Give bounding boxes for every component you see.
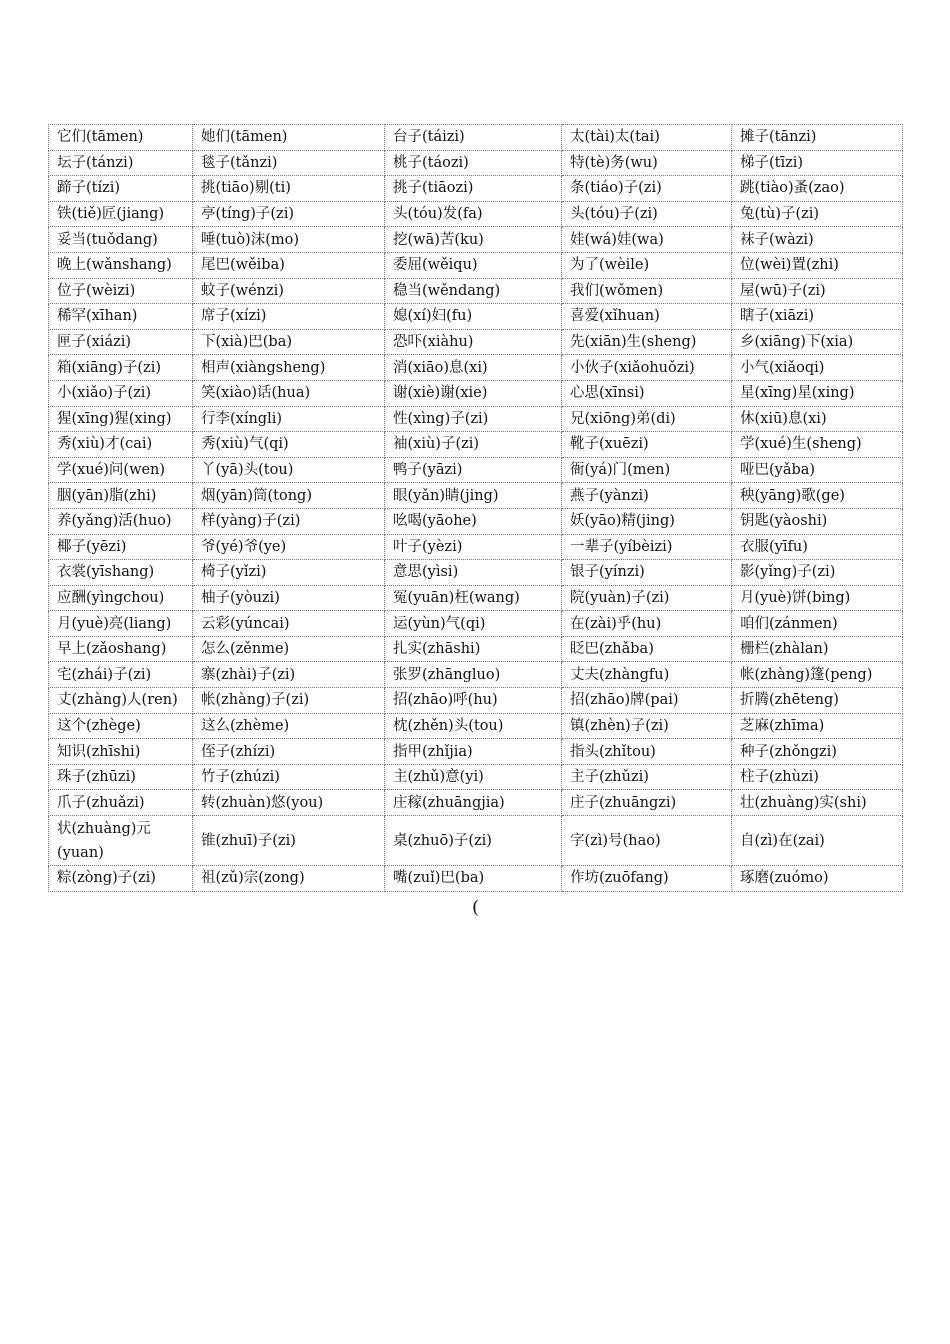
table-cell: 兄(xiōng)弟(di) bbox=[562, 406, 732, 432]
table-row bbox=[49, 816, 903, 866]
table-cell: 恐吓(xiàhu) bbox=[385, 329, 562, 355]
table-row bbox=[49, 713, 903, 739]
table-cell: 帐(zhàng)篷(peng) bbox=[732, 662, 903, 688]
table-cell: 我们(wǒmen) bbox=[562, 278, 732, 304]
table-row bbox=[49, 790, 903, 816]
table-cell: 栅栏(zhàlan) bbox=[732, 636, 903, 662]
table-cell: 嘴(zuǐ)巴(ba) bbox=[385, 866, 562, 892]
table-cell: 柱子(zhùzi) bbox=[732, 764, 903, 790]
table-cell: 种子(zhǒngzi) bbox=[732, 739, 903, 765]
table-cell: 先(xiān)生(sheng) bbox=[562, 329, 732, 355]
table-cell: 挑子(tiāozi) bbox=[385, 176, 562, 202]
table-cell: 星(xīng)星(xing) bbox=[732, 380, 903, 406]
table-row bbox=[49, 227, 903, 253]
table-cell: 尾巴(wěiba) bbox=[193, 252, 385, 278]
table-cell: 性(xìng)子(zi) bbox=[385, 406, 562, 432]
table-row bbox=[49, 304, 903, 330]
table-row bbox=[49, 764, 903, 790]
table-row bbox=[49, 739, 903, 765]
table-cell: 在(zài)乎(hu) bbox=[562, 611, 732, 637]
table-cell: 镇(zhèn)子(zi) bbox=[562, 713, 732, 739]
table-cell: 侄子(zhízi) bbox=[193, 739, 385, 765]
table-cell: 猩(xīng)猩(xing) bbox=[49, 406, 193, 432]
table-row bbox=[49, 329, 903, 355]
table-cell: 椰子(yēzi) bbox=[49, 534, 193, 560]
table-cell: 衣服(yīfu) bbox=[732, 534, 903, 560]
table-cell: 丈(zhàng)人(ren) bbox=[49, 688, 193, 714]
table-cell: 秀(xiù)才(cai) bbox=[49, 432, 193, 458]
table-cell: 养(yǎng)活(huo) bbox=[49, 508, 193, 534]
table-cell: 爪子(zhuǎzi) bbox=[49, 790, 193, 816]
table-cell: 跳(tiào)蚤(zao) bbox=[732, 176, 903, 202]
table-row bbox=[49, 278, 903, 304]
table-cell: 铁(tiě)匠(jiang) bbox=[49, 201, 193, 227]
table-cell: 胭(yān)脂(zhi) bbox=[49, 483, 193, 509]
table-cell: 消(xiāo)息(xi) bbox=[385, 355, 562, 381]
table-cell: 相声(xiàngsheng) bbox=[193, 355, 385, 381]
table-row bbox=[49, 611, 903, 637]
table-cell: 招(zhāo)呼(hu) bbox=[385, 688, 562, 714]
table-cell: 毯子(tǎnzi) bbox=[193, 150, 385, 176]
table-cell: 这么(zhème) bbox=[193, 713, 385, 739]
table-row bbox=[49, 560, 903, 586]
table-cell: 妖(yāo)精(jing) bbox=[562, 508, 732, 534]
table-cell: 折腾(zhēteng) bbox=[732, 688, 903, 714]
table-cell: 袖(xiù)子(zi) bbox=[385, 432, 562, 458]
table-cell: 粽(zòng)子(zi) bbox=[49, 866, 193, 892]
table-row bbox=[49, 585, 903, 611]
table-cell: 委屈(wěiqu) bbox=[385, 252, 562, 278]
table-cell: 学(xué)问(wen) bbox=[49, 457, 193, 483]
table-cell: 妥当(tuǒdang) bbox=[49, 227, 193, 253]
table-cell: 梯子(tīzi) bbox=[732, 150, 903, 176]
table-cell: 位子(wèizi) bbox=[49, 278, 193, 304]
table-cell: 应酬(yìngchou) bbox=[49, 585, 193, 611]
table-cell: 寨(zhài)子(zi) bbox=[193, 662, 385, 688]
table-row bbox=[49, 508, 903, 534]
table-cell: 休(xiū)息(xi) bbox=[732, 406, 903, 432]
table-cell: 祖(zǔ)宗(zong) bbox=[193, 866, 385, 892]
table-cell: 秧(yāng)歌(ge) bbox=[732, 483, 903, 509]
table-cell: 条(tiáo)子(zi) bbox=[562, 176, 732, 202]
table-cell: 琢磨(zuómo) bbox=[732, 866, 903, 892]
table-cell: 庄稼(zhuāngjia) bbox=[385, 790, 562, 816]
table-cell: 小气(xiǎoqi) bbox=[732, 355, 903, 381]
table-cell: 丈夫(zhàngfu) bbox=[562, 662, 732, 688]
table-cell: 椅子(yǐzi) bbox=[193, 560, 385, 586]
table-row bbox=[49, 483, 903, 509]
vocabulary-table-body bbox=[49, 125, 903, 892]
table-row bbox=[49, 355, 903, 381]
table-cell: 为了(wèile) bbox=[562, 252, 732, 278]
table-cell: 指甲(zhǐjia) bbox=[385, 739, 562, 765]
table-cell: 爷(yé)爷(ye) bbox=[193, 534, 385, 560]
table-cell: 台子(táizi) bbox=[385, 125, 562, 151]
table-cell: 扎实(zhāshi) bbox=[385, 636, 562, 662]
table-cell: 主(zhǔ)意(yi) bbox=[385, 764, 562, 790]
table-cell: 咱们(zánmen) bbox=[732, 611, 903, 637]
table-cell: 秀(xiù)气(qi) bbox=[193, 432, 385, 458]
table-cell: 头(tóu)发(fa) bbox=[385, 201, 562, 227]
table-cell: 芝麻(zhīma) bbox=[732, 713, 903, 739]
table-cell: 瞎子(xiāzi) bbox=[732, 304, 903, 330]
table-cell: 冤(yuān)枉(wang) bbox=[385, 585, 562, 611]
table-cell: 状(zhuàng)元(yuan) bbox=[49, 816, 193, 866]
table-cell: 摊子(tānzi) bbox=[732, 125, 903, 151]
table-cell: 亭(tíng)子(zi) bbox=[193, 201, 385, 227]
table-cell: 屋(wū)子(zi) bbox=[732, 278, 903, 304]
table-cell: 笑(xiào)话(hua) bbox=[193, 380, 385, 406]
table-cell: 叶子(yèzi) bbox=[385, 534, 562, 560]
table-cell: 张罗(zhāngluo) bbox=[385, 662, 562, 688]
table-cell: 指头(zhǐtou) bbox=[562, 739, 732, 765]
table-cell: 燕子(yànzi) bbox=[562, 483, 732, 509]
table-cell: 意思(yìsi) bbox=[385, 560, 562, 586]
table-cell: 自(zì)在(zai) bbox=[732, 816, 903, 866]
table-cell: 这个(zhège) bbox=[49, 713, 193, 739]
table-cell: 桌(zhuō)子(zi) bbox=[385, 816, 562, 866]
table-cell: 早上(zǎoshang) bbox=[49, 636, 193, 662]
table-cell: 作坊(zuōfang) bbox=[562, 866, 732, 892]
table-cell: 挖(wā)苦(ku) bbox=[385, 227, 562, 253]
table-cell: 眨巴(zhǎba) bbox=[562, 636, 732, 662]
table-cell: 心思(xīnsi) bbox=[562, 380, 732, 406]
table-row bbox=[49, 150, 903, 176]
table-cell: 匣子(xiázi) bbox=[49, 329, 193, 355]
table-cell: 行李(xíngli) bbox=[193, 406, 385, 432]
table-cell: 字(zì)号(hao) bbox=[562, 816, 732, 866]
table-cell: 小伙子(xiǎohuǒzi) bbox=[562, 355, 732, 381]
table-row bbox=[49, 534, 903, 560]
table-cell: 珠子(zhūzi) bbox=[49, 764, 193, 790]
table-cell: 锥(zhuī)子(zi) bbox=[193, 816, 385, 866]
table-row bbox=[49, 201, 903, 227]
table-cell: 兔(tù)子(zi) bbox=[732, 201, 903, 227]
table-cell: 谢(xiè)谢(xie) bbox=[385, 380, 562, 406]
table-cell: 袜子(wàzi) bbox=[732, 227, 903, 253]
table-cell: 小(xiǎo)子(zi) bbox=[49, 380, 193, 406]
table-cell: 下(xià)巴(ba) bbox=[193, 329, 385, 355]
table-cell: 喜爱(xǐhuan) bbox=[562, 304, 732, 330]
table-cell: 运(yùn)气(qi) bbox=[385, 611, 562, 637]
table-cell: 钥匙(yàoshi) bbox=[732, 508, 903, 534]
table-row bbox=[49, 688, 903, 714]
table-row bbox=[49, 406, 903, 432]
table-cell: 蹄子(tízi) bbox=[49, 176, 193, 202]
table-cell: 影(yǐng)子(zi) bbox=[732, 560, 903, 586]
table-row bbox=[49, 866, 903, 892]
table-cell: 庄子(zhuāngzi) bbox=[562, 790, 732, 816]
table-row bbox=[49, 457, 903, 483]
table-cell: 晚上(wǎnshang) bbox=[49, 252, 193, 278]
table-row bbox=[49, 432, 903, 458]
table-cell: 头(tóu)子(zi) bbox=[562, 201, 732, 227]
table-row bbox=[49, 662, 903, 688]
table-cell: 衣裳(yīshang) bbox=[49, 560, 193, 586]
table-cell: 知识(zhīshi) bbox=[49, 739, 193, 765]
table-cell: 样(yàng)子(zi) bbox=[193, 508, 385, 534]
table-cell: 吆喝(yāohe) bbox=[385, 508, 562, 534]
table-cell: 特(tè)务(wu) bbox=[562, 150, 732, 176]
table-cell: 一辈子(yíbèizi) bbox=[562, 534, 732, 560]
table-cell: 哑巴(yǎba) bbox=[732, 457, 903, 483]
table-cell: 她们(tāmen) bbox=[193, 125, 385, 151]
table-cell: 怎么(zěnme) bbox=[193, 636, 385, 662]
table-row bbox=[49, 252, 903, 278]
table-cell: 稀罕(xīhan) bbox=[49, 304, 193, 330]
table-row bbox=[49, 176, 903, 202]
stray-parenthesis: ( bbox=[472, 897, 480, 918]
table-cell: 院(yuàn)子(zi) bbox=[562, 585, 732, 611]
table-cell: 烟(yān)筒(tong) bbox=[193, 483, 385, 509]
table-cell: 靴子(xuēzi) bbox=[562, 432, 732, 458]
table-cell: 月(yuè)饼(bing) bbox=[732, 585, 903, 611]
table-cell: 丫(yā)头(tou) bbox=[193, 457, 385, 483]
table-cell: 宅(zhái)子(zi) bbox=[49, 662, 193, 688]
table-cell: 坛子(tánzi) bbox=[49, 150, 193, 176]
table-cell: 挑(tiāo)剔(ti) bbox=[193, 176, 385, 202]
table-cell: 帐(zhàng)子(zi) bbox=[193, 688, 385, 714]
table-cell: 银子(yínzi) bbox=[562, 560, 732, 586]
table-cell: 枕(zhěn)头(tou) bbox=[385, 713, 562, 739]
table-cell: 位(wèi)置(zhi) bbox=[732, 252, 903, 278]
table-cell: 眼(yǎn)睛(jing) bbox=[385, 483, 562, 509]
table-row bbox=[49, 125, 903, 151]
table-cell: 主子(zhǔzi) bbox=[562, 764, 732, 790]
table-cell: 稳当(wěndang) bbox=[385, 278, 562, 304]
table-cell: 柚子(yòuzi) bbox=[193, 585, 385, 611]
table-cell: 竹子(zhúzi) bbox=[193, 764, 385, 790]
table-cell: 学(xué)生(sheng) bbox=[732, 432, 903, 458]
table-cell: 月(yuè)亮(liang) bbox=[49, 611, 193, 637]
table-cell: 娃(wá)娃(wa) bbox=[562, 227, 732, 253]
table-row bbox=[49, 636, 903, 662]
table-cell: 媳(xí)妇(fu) bbox=[385, 304, 562, 330]
vocabulary-table bbox=[48, 124, 903, 892]
table-cell: 蚊子(wénzi) bbox=[193, 278, 385, 304]
table-cell: 壮(zhuàng)实(shi) bbox=[732, 790, 903, 816]
table-cell: 转(zhuàn)悠(you) bbox=[193, 790, 385, 816]
table-cell: 云彩(yúncai) bbox=[193, 611, 385, 637]
table-cell: 衙(yá)门(men) bbox=[562, 457, 732, 483]
table-row bbox=[49, 380, 903, 406]
table-cell: 招(zhāo)牌(pai) bbox=[562, 688, 732, 714]
table-cell: 它们(tāmen) bbox=[49, 125, 193, 151]
table-cell: 太(tài)太(tai) bbox=[562, 125, 732, 151]
table-cell: 唾(tuò)沫(mo) bbox=[193, 227, 385, 253]
table-cell: 鸭子(yāzi) bbox=[385, 457, 562, 483]
table-cell: 箱(xiāng)子(zi) bbox=[49, 355, 193, 381]
table-cell: 席子(xízi) bbox=[193, 304, 385, 330]
table-cell: 乡(xiāng)下(xia) bbox=[732, 329, 903, 355]
table-cell: 桃子(táozi) bbox=[385, 150, 562, 176]
